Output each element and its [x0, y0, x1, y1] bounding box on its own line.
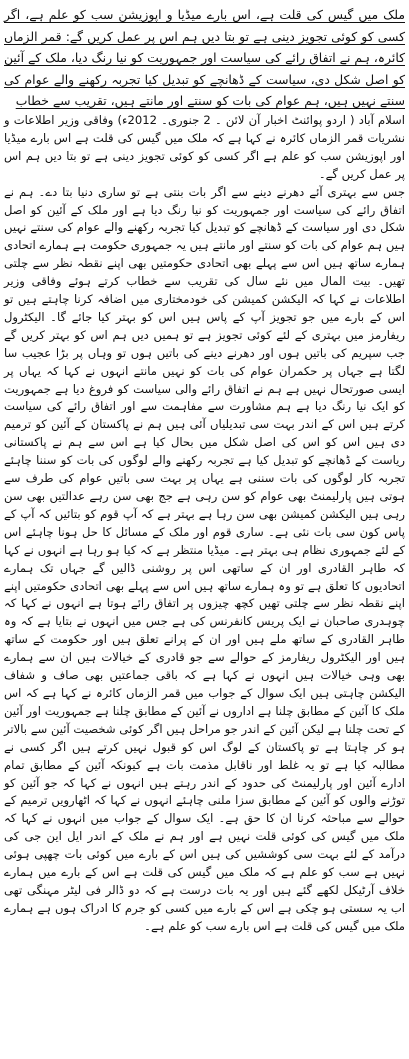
article-body: جس سے بہتری آئے دھرنے دینے سے اگر بات بنتی ہے تو ساری دنیا بتا دے۔ ہم نے اتفاق رائے کی سیاست اور جمہوریت کو نیا رنگ دیا ہے اور ملک کے آئین کو اصل شکل دی اور سیاست کے ڈھانچے کو تبدیل کیا تجربہ رکھنے والے عوام کی سنتے نہیں ہیں ہم عوام کی بات کو سنتے اور مانتے ہیں یہ جمہوری حکومت ہے ہمارے اتحادی ہمارے ساتھ ہیں اس سے پہلے بھی اتحادی حکومتیں بھی اپنے نقطہ نظر سے چلتی تھیں۔ بیت المال میں نئے سال کی تقریب سے خطاب کرتے ہوئے وفاقی وزیر اطلاعات نے کہا کہ الیکشن کمیشن کی خودمختاری میں اضافہ کرنا چاہتے ہیں تو اس کے بارے میں جو تجویز آپ کے پاس ہیں اس کو بہتر کیا جائے گا۔ الیکٹرول ریفارمز میں بہتری کے لئے کوئی تجویز ہے تو ہمیں دیں ہم اس کو بہتر کریں گے جب سپریم کی باتیں ہوں اور دھرنے دینے کی باتیں ہوں تو وہاں پر بڑا عجیب سا لگتا ہے جہاں پر حکمران عوام کی بات کو نہیں مانتے انہوں نے کہا کہ یہاں پر ایسی صورتحال نہیں ہے ہم نے اتفاق رائے والی سیاست کو فروغ دیا ہے جمہوریت کو ایک نیا رنگ دیا ہے ہم مشاورت سے مفاہمت سے اور اتفاق رائے کی سیاست کرتے ہیں اس کے اندر بہت سی تبدیلیاں آئی ہیں ہم نے پاکستان کے آئین کو ترمیم دی ہیں اس کو اس کی اصل شکل میں بحال کیا ہے اس سے ہم نے پاکستانی ریاست کے ڈھانچے کو تبدیل کیا ہے تجربہ رکھنے والے لوگوں کی بات کو سننا چاہئے تجربہ کار لوگوں کی بات سننی ہے یہاں پر بہت سی باتیں عوام کی طرف سے ہوتی ہیں پارلیمنٹ بھی عوام کو سن رہی ہے جج بھی سن رہے عدالتیں بھی سن رہی ہیں الیکشن کمیشن بھی سن رہا ہے بہتر ہے کہ آپ قوم کو بتائیں کہ آپ کے پاس کون سی بات نئی ہے۔ ساری قوم اور ملک کے مسائل کا حل ہونا چاہئے اس کے لئے جمہوری نظام ہی بہتر ہے۔ میڈیا منتظر ہے کہ کیا ہو رہا ہے انہوں نے کہا کہ طاہر القادری اور ان کے ساتھی اس پر روشنی ڈالیں گے جہاں تک ہمارے اتحادیوں کا تعلق ہے تو وہ ہمارے ساتھ ہیں اس سے پہلے بھی اتحادی حکومتیں اپنے اپنے نقطہ نظر سے چلتی تھیں کچھ چیزوں پر اتفاق رائے ہوتا ہے انہوں نے کہا کہ چوہدری صاحبان نے ایک پریس کانفرنس کی ہے جس میں انہوں نے بتایا ہے کہ وہ طاہر القادری کے ساتھ ملے ہیں اور ان کے پرانے تعلق ہیں اور حکومت کے ساتھ ہیں اور الیکٹرول ریفارمز کے حوالے سے جو قادری کے خیالات ہیں ان سے ہمارے بھی وہی خیالات ہیں انہوں نے کہا ہے کہ باقی جماعتیں بھی صاف و شفاف الیکشن چاہتی ہیں ایک سوال کے جواب میں قمر الزماں کائرہ نے کہا ہے کہ اس ملک کا آئین کے مطابق چلنا ہے اداروں نے آئین کے مطابق چلنا ہے جمہوریت اور آئین کے تحت چلنا ہے لیکن آئین کے اندر جو مراحل ہیں اگر کوئی شخصیت آئین سے بالاتر ہو کر چاہتا ہے تو پاکستان کے لوگ اس کو قبول نہیں کرتے ہیں اگر کسی نے مطالبہ کیا ہے تو یہ غلط اور ناقابل مذمت بات ہے کیونکہ آئین کے مطابق تمام ادارے آئین اور پارلیمنٹ کی حدود کے اندر رہتے ہیں انہوں نے کہا کہ جو آئین کو توڑنے والوں کو آئین کے مطابق سزا ملنی چاہئے انہوں نے کہا کہ اٹھارویں ترمیم کے حوالے سے مباحثہ کرنا ان کا حق ہے۔ ایک سوال کے جواب میں انہوں نے کہا کہ ملک میں گیس کی کوئی قلت نہیں ہے اور ہم نے ملک کے اندر ایل این جی کی درآمد کے لئے بہت سی کوششیں کی ہیں اس کے بارے میں کوئی بات چھپی ہوئی نہیں ہے سب کو علم ہے کہ ملک میں گیس کی قلت ہے اس کے بارے میں ہمارے خلاف آرٹیکل لکھے گئے ہیں اور یہ بات درست ہے کہ دو ڈالر فی لیٹر مہنگی تھی اب یہ سستی ہو چکی ہے اس کے بارے میں کسی کو جرم کا ادراک ہوں ہے ہمارے ملک میں گیس کی قلت ہے اس بارے سب کو علم ہے۔: [4, 184, 405, 933]
article-headline: ملک میں گیس کی قلت ہے، اس بارے میڈیا و اپوزیشن سب کو علم ہے، اگر کسی کو کوئی تجویز دینی ہے تو بتا دیں ہم اس پر عمل کریں گے: قمر الزماں کائرہ، ہم نے اتفاق رائے کی سیاست اور جمہوریت کو نیا رنگ دیا، ملک کے آئین کو اصل شکل دی، سیاست کے ڈھانچے کو تبدیل کیا تجربہ رکھنے والے عوام کی سنتے نہیں ہیں، ہم عوام کی بات کو سنتے اور مانتے ہیں، تقریب سے خطاب: [4, 7, 405, 109]
article-dateline: اسلام آباد ( اردو پوائنٹ اخبار آن لائن ۔ 2 جنوری۔ 2012ء) وفاقی وزیر اطلاعات و نشریات قمر الزماں کائرہ نے کہا ہے کہ ملک میں گیس کی قلت ہے اس بارے میڈیا اور اپوزیشن سب کو علم ہے اگر کسی کو کوئی تجویز دینی ہے تو بتا دیں ہم اس پر عمل کریں گے۔: [4, 112, 405, 181]
